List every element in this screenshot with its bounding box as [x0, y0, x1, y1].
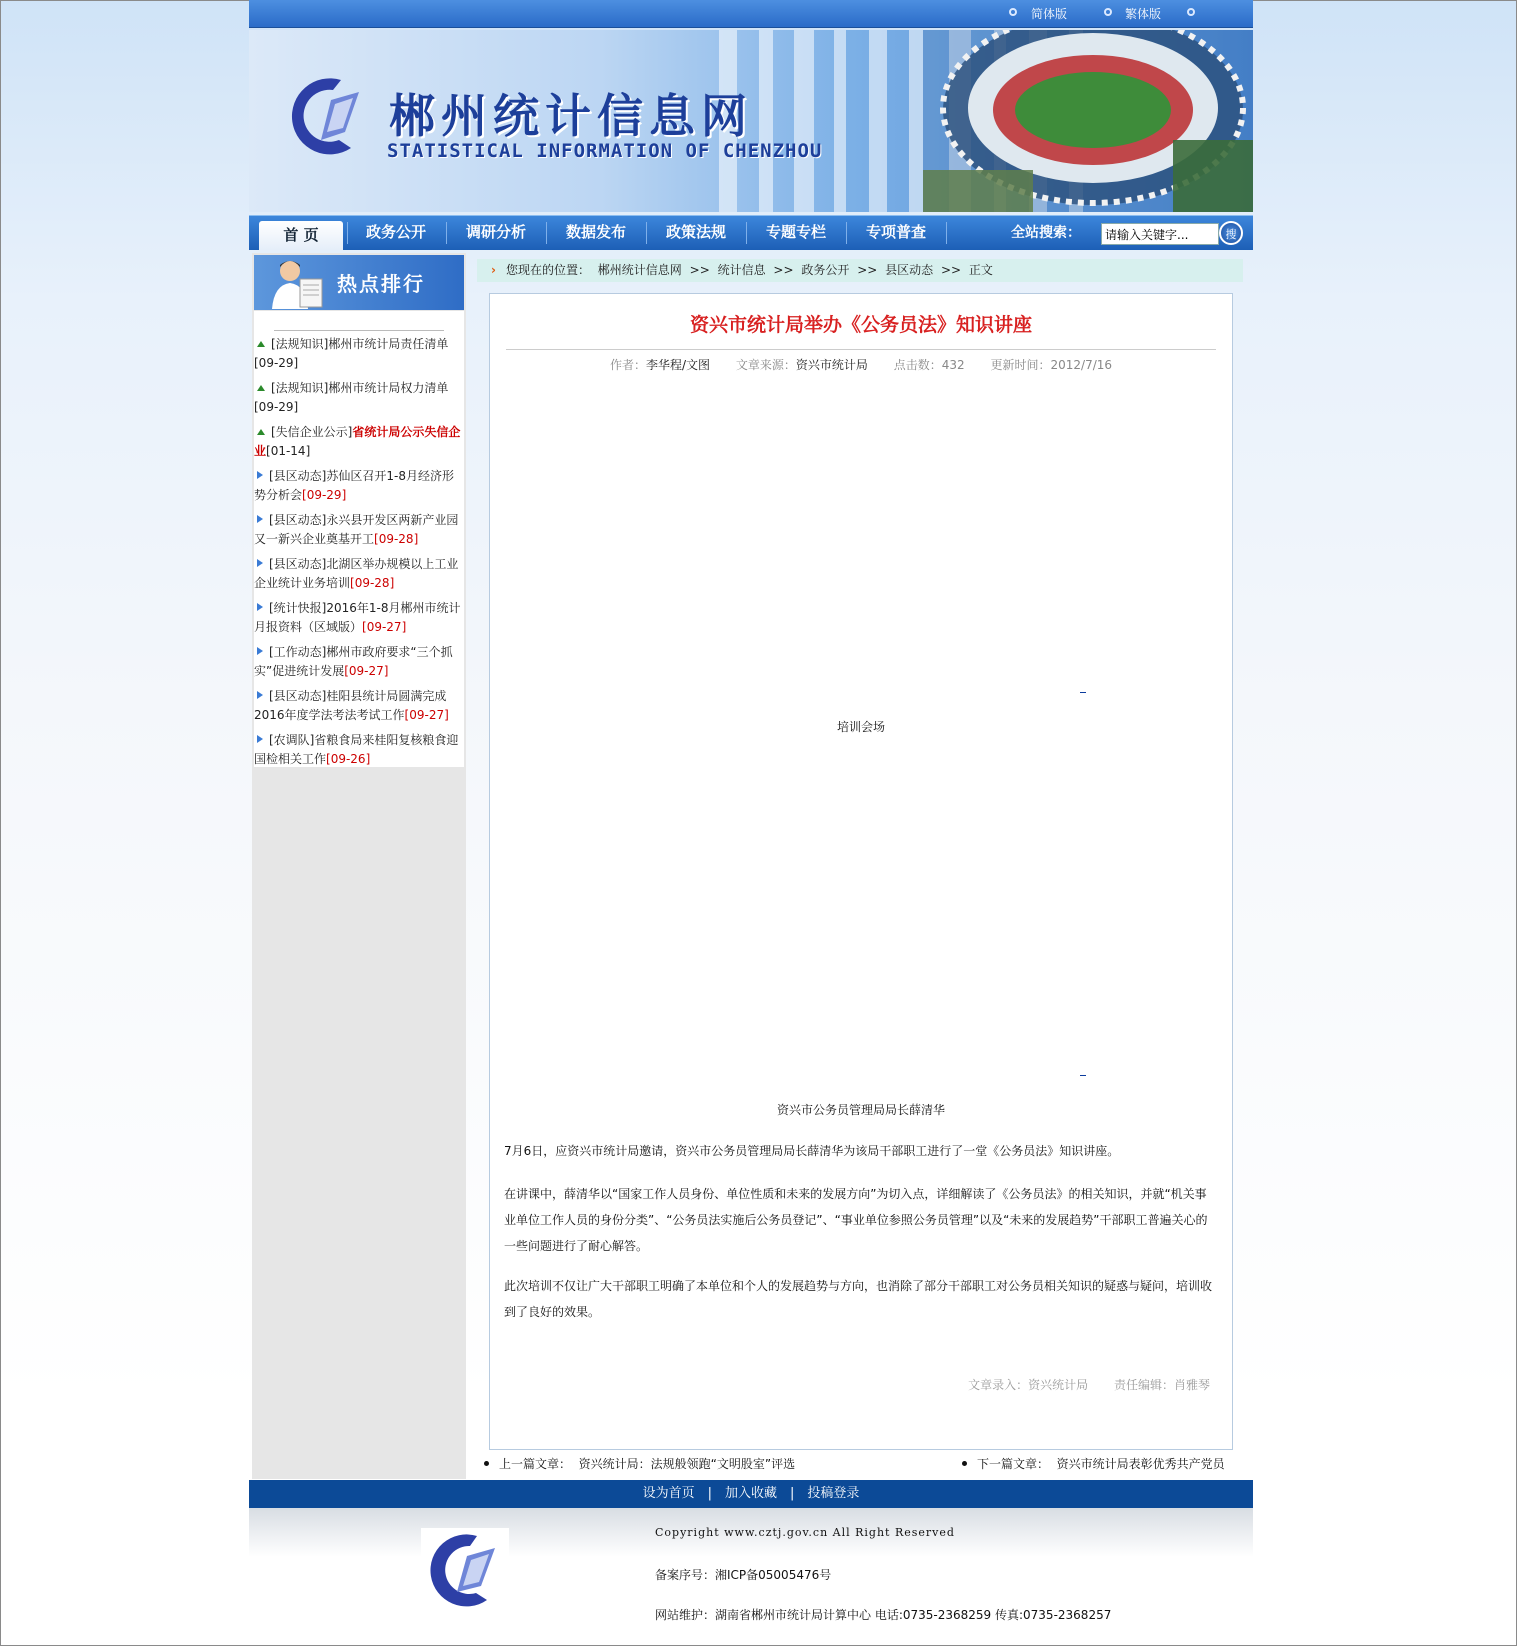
- hot-item-category: [县区动态]: [269, 469, 327, 483]
- hot-item-date: [09-29]: [254, 400, 299, 414]
- hot-item-date: [01-14]: [266, 444, 311, 458]
- bullet-icon: [1187, 8, 1195, 16]
- article-paragraph: 此次培训不仅让广大干部职工明确了本单位和个人的发展趋势与方向，也消除了部分干部职工对公务员相关知识的疑惑与疑问，培训收到了良好的效果。: [504, 1279, 1213, 1319]
- editor-info: 责任编辑：肖雅琴: [1113, 1378, 1210, 1392]
- hot-item-category: [县区动态]: [269, 513, 327, 527]
- nav-policies[interactable]: 政策法规: [665, 223, 726, 241]
- breadcrumb: [477, 259, 1243, 282]
- breadcrumb-separator: >>: [773, 263, 794, 277]
- breadcrumb-arrow-icon: ›: [491, 263, 496, 277]
- hot-list-item[interactable]: [254, 423, 464, 461]
- site-title: 郴州统计信息网: [389, 89, 753, 143]
- source-label: 文章来源：: [735, 358, 796, 372]
- hot-item-title[interactable]: 省统计局公示失信企业: [254, 425, 461, 458]
- nav-census[interactable]: 专项普查: [865, 223, 926, 241]
- triangle-icon: [257, 691, 263, 699]
- up-icon: [257, 385, 265, 391]
- hot-item-date: [09-26]: [326, 752, 371, 766]
- hot-item-category: [县区动态]: [269, 689, 327, 703]
- divider: [506, 349, 1216, 350]
- stadium-image: [923, 30, 1253, 212]
- hot-list-item[interactable]: [254, 511, 464, 549]
- author-value: 李华程/文图: [645, 358, 711, 372]
- prev-label: 上一篇文章：: [499, 1457, 572, 1471]
- up-icon: [257, 429, 265, 435]
- triangle-icon: [257, 603, 263, 611]
- hot-item-title[interactable]: 省粮食局来桂阳复核粮食迎国检相关工作: [254, 733, 459, 766]
- breadcrumb-separator: >>: [857, 263, 878, 277]
- breadcrumb-current: 正文: [968, 263, 993, 277]
- article-paragraph: 7月6日，应资兴市统计局邀请，资兴市公务员管理局局长薛清华为该局干部职工进行了一堂《公务员法》知识讲座。: [504, 1144, 1120, 1158]
- hot-list-item[interactable]: [254, 379, 464, 417]
- breadcrumb-item[interactable]: 政务公开: [801, 263, 850, 277]
- hot-item-category: [统计快报]: [269, 601, 327, 615]
- lang-traditional-link[interactable]: 繁体版: [1125, 7, 1162, 21]
- hot-ranking-title: 热点排行: [337, 272, 425, 296]
- breadcrumb-separator: >>: [940, 263, 962, 277]
- image-placeholder-mark: [1080, 692, 1086, 693]
- nav-research-analysis[interactable]: 调研分析: [465, 223, 526, 241]
- breadcrumb-item[interactable]: 县区动态: [885, 263, 934, 277]
- top-bar: [249, 0, 1253, 28]
- hot-item-category: [失信企业公示]: [271, 425, 353, 439]
- breadcrumb-prefix: 您现在的位置：: [505, 263, 590, 277]
- hot-item-category: [法规知识]: [271, 337, 329, 351]
- breadcrumb-separator: >>: [689, 263, 710, 277]
- article-title: 资兴市统计局举办《公务员法》知识讲座: [689, 314, 1032, 336]
- site-subtitle: STATISTICAL INFORMATION OF CHENZHOU: [387, 140, 823, 162]
- hot-list-item[interactable]: [254, 467, 464, 505]
- triangle-icon: [257, 735, 263, 743]
- source-value: 资兴市统计局: [795, 358, 868, 372]
- triangle-icon: [257, 647, 263, 655]
- submission-login-link[interactable]: 投稿登录: [807, 1486, 860, 1501]
- triangle-icon: [257, 515, 263, 523]
- hot-item-title[interactable]: 郴州市统计局责任清单: [328, 337, 449, 351]
- lang-simplified-link[interactable]: 简体版: [1031, 7, 1068, 21]
- site-logo-icon: [281, 70, 373, 162]
- hot-list-item[interactable]: [254, 687, 464, 725]
- search-button[interactable]: 搜: [1219, 221, 1243, 245]
- footer: [249, 1508, 1253, 1630]
- hot-item-title[interactable]: 郴州市政府要求“三个抓实”促进统计发展: [254, 645, 453, 678]
- hot-item-title[interactable]: 北湖区举办规模以上工业企业统计业务培训: [254, 557, 459, 590]
- updated-label: 更新时间：: [990, 358, 1051, 372]
- footer-logo-icon: [421, 1528, 509, 1612]
- triangle-icon: [257, 559, 263, 567]
- hot-list-item[interactable]: [254, 555, 464, 593]
- sidebar: [252, 253, 466, 1479]
- maintainer-text: 网站维护：湖南省郴州市统计局计算中心 电话:0735-2368259 传真:0735-2368257: [655, 1608, 1112, 1622]
- next-label: 下一篇文章：: [977, 1457, 1050, 1471]
- article-panel: [489, 293, 1233, 1450]
- clicks-label: 点击数：: [893, 358, 942, 372]
- hot-item-title[interactable]: 2016年1-8月郴州市统计月报资料（区域版）: [254, 601, 461, 634]
- hot-item-date: [09-27]: [362, 620, 407, 634]
- hot-item-title[interactable]: 桂阳县统计局圆满完成2016年度学法考法考试工作: [254, 689, 447, 722]
- hot-item-date: [09-29]: [302, 488, 347, 502]
- hot-item-category: [法规知识]: [271, 381, 329, 395]
- hot-ranking-list: [254, 311, 464, 767]
- hot-item-date: [09-29]: [254, 356, 299, 370]
- add-favorite-link[interactable]: 加入收藏: [724, 1486, 777, 1501]
- hot-item-category: [县区动态]: [269, 557, 327, 571]
- hot-item-title[interactable]: 郴州市统计局权力清单: [328, 381, 449, 395]
- image-placeholder-mark: [1080, 1075, 1086, 1076]
- next-title[interactable]: 资兴市统计局表彰优秀共产党员: [1056, 1457, 1225, 1471]
- next-article-link[interactable]: [962, 1455, 1225, 1472]
- hot-item-title[interactable]: 永兴县开发区两新产业园又一新兴企业奠基开工: [254, 513, 459, 546]
- main-nav: [249, 215, 1253, 250]
- updated-value: 2012/7/16: [1050, 358, 1113, 372]
- image-caption: 培训会场: [836, 720, 885, 734]
- icp-text: 备案序号：湘ICP备05005476号: [655, 1568, 832, 1582]
- image-caption: 资兴市公务员管理局局长薛清华: [776, 1103, 945, 1117]
- bullet-icon: [1104, 8, 1112, 16]
- breadcrumb-item[interactable]: 郴州统计信息网: [597, 263, 682, 277]
- hot-list-item[interactable]: [254, 643, 464, 681]
- person-icon: [268, 257, 328, 309]
- hot-item-category: [工作动态]: [269, 645, 327, 659]
- article-paragraph: 在讲课中，薛清华以“国家工作人员身份、单位性质和未来的发展方向”为切入点，详细解读了《公务员法》的相关知识，并就“机关事业单位工作人员的身份分类”、“公务员法实施后公务员登记”、“事业单位参照公务员管理”以及“未来的发展趋势”干部职工普遍关心的一些问题进行了耐心解答。: [504, 1187, 1208, 1253]
- bullet-icon: [962, 1461, 967, 1466]
- hot-item-title[interactable]: 苏仙区召开1-8月经济形势分析会: [254, 469, 454, 502]
- hot-item-date: [09-28]: [350, 576, 395, 590]
- hot-list-item[interactable]: [254, 335, 464, 373]
- separator: |: [707, 1486, 712, 1501]
- author-label: 作者：: [609, 358, 646, 372]
- hot-item-date: [09-27]: [344, 664, 389, 678]
- triangle-icon: [257, 471, 263, 479]
- nav-special-topics[interactable]: 专题专栏: [765, 223, 826, 241]
- hot-list-item[interactable]: [254, 731, 464, 769]
- header-banner: [249, 30, 1253, 212]
- hot-ranking-header: [254, 255, 464, 310]
- hot-item-category: [农调队]: [269, 733, 315, 747]
- article-footer: [946, 1376, 1210, 1393]
- bullet-icon: [484, 1461, 489, 1466]
- hot-item-date: [09-27]: [404, 708, 449, 722]
- breadcrumb-item[interactable]: 统计信息: [717, 263, 766, 277]
- entry-info: 文章录入：资兴统计局: [968, 1378, 1089, 1392]
- nav-data-release[interactable]: 数据发布: [565, 223, 626, 241]
- hot-item-date: [09-28]: [374, 532, 419, 546]
- bullet-icon: [1009, 8, 1017, 16]
- search-label: 全站搜索：: [1011, 225, 1081, 241]
- set-homepage-link[interactable]: 设为首页: [642, 1486, 695, 1501]
- article-meta: [490, 356, 1232, 373]
- prev-article-link[interactable]: [484, 1455, 795, 1472]
- nav-home[interactable]: 首 页: [259, 221, 343, 250]
- prev-title[interactable]: 资兴统计局：法规般领跑“文明股室”评选: [578, 1457, 796, 1471]
- clicks-value: 432: [941, 358, 965, 372]
- copyright-text: Copyright www.cztj.gov.cn All Right Reserved: [655, 1526, 955, 1539]
- nav-government-affairs[interactable]: 政务公开: [365, 223, 426, 241]
- separator: |: [790, 1486, 795, 1501]
- up-icon: [257, 341, 265, 347]
- search-input[interactable]: [1101, 223, 1219, 245]
- footer-links-bar: [249, 1480, 1253, 1508]
- hot-list-item[interactable]: [254, 599, 464, 637]
